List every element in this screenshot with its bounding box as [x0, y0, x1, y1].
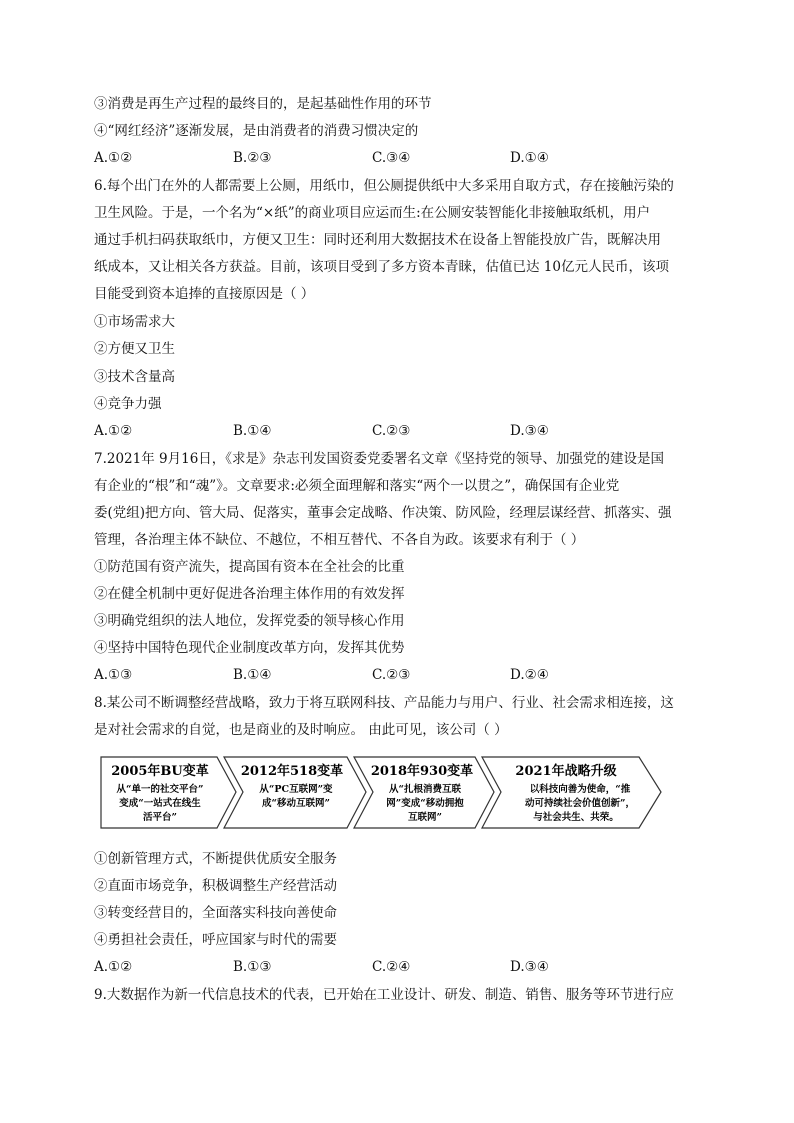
- q8-option-1: ①创新管理方式，不断提供优质安全服务: [94, 851, 337, 867]
- q7-choice-b[interactable]: B.①④: [233, 667, 272, 683]
- q5-option-4: ④“网红经济”逐渐发展，是由消费者的消费习惯决定的: [94, 123, 419, 139]
- flow-stage-4-text: 与社会共生、共荣。: [533, 812, 619, 823]
- q8-stem-line: 是对社会需求的自觉，也是商业的及时响应。 由此可见，该公司（ ）: [94, 722, 508, 738]
- q6-choice-a[interactable]: A.①②: [94, 423, 133, 439]
- flow-stage-2-title: 2012年518变革: [240, 764, 344, 779]
- flow-stage-4-title: 2021年战略升级: [515, 764, 617, 779]
- q8-choices: [94, 957, 714, 977]
- q6-stem-line: 6.每个出门在外的人都需要上公厕，用纸巾，但公厕提供纸中大多采用自取方式，存在接触污染的: [94, 178, 674, 194]
- q6-option-1: ①市场需求大: [94, 314, 175, 330]
- strategy-flow-diagram: [0, 750, 794, 840]
- q7-choice-a[interactable]: A.①③: [94, 667, 133, 683]
- q6-choice-b[interactable]: B.①④: [233, 423, 272, 439]
- q5-choice-b[interactable]: B.②③: [233, 150, 272, 166]
- q8-stem-line: 8.某公司不断调整经营战略，致力于将互联网科技、产品能力与用户、行业、社会需求相连接，这: [94, 695, 674, 711]
- flow-stage-2-text: 从“PC互联网”变: [259, 784, 333, 795]
- flow-stage-1-text: 活平台”: [143, 812, 177, 823]
- q7-option-4: ④坚持中国特色现代企业制度改革方向，发挥其优势: [94, 640, 405, 656]
- q6-stem-line: 通过手机扫码获取纸巾，方便又卫生：同时还利用大数据技术在设备上智能投放广告，既解决用: [94, 232, 661, 248]
- q8-choice-a[interactable]: A.①②: [94, 959, 133, 975]
- flow-stage-2-text: 成“移动互联网”: [262, 798, 330, 809]
- flow-stage-4-text: 以科技向善为使命，“推: [529, 784, 631, 795]
- q8-choice-d[interactable]: D.③④: [510, 959, 549, 975]
- q6-choice-d[interactable]: D.③④: [510, 423, 549, 439]
- q8-choice-b[interactable]: B.①③: [233, 959, 272, 975]
- q6-stem-line: 纸成本，又让相关各方获益。目前，该项目受到了多方资本青睐，估值已达 10亿元人民币，该项: [94, 259, 669, 275]
- q6-option-2: ②方便又卫生: [94, 341, 175, 357]
- q7-stem-line: 管理，各治理主体不缺位、不越位，不相互替代、不各自为政。该要求有利于（ ）: [94, 532, 585, 548]
- q7-stem-line: 有企业的“根”和“魂”》。文章要求:必须全面理解和落实“两个一以贯之”，确保国有企业党: [94, 478, 620, 494]
- q5-choice-a[interactable]: A.①②: [94, 150, 133, 166]
- q6-stem-line: 目能受到资本追捧的直接原因是（ ）: [94, 286, 315, 302]
- q7-stem-line: 7.2021年 9月16日，《求是》杂志刊发国资委党委署名文章《坚持党的领导、加强党的建设是国: [94, 451, 665, 467]
- q6-choices: [94, 421, 714, 441]
- flow-stage-4-text: 动可持续社会价值创新”，: [525, 798, 635, 809]
- q5-option-3: ③消费是再生产过程的最终目的，是起基础性作用的环节: [94, 96, 432, 112]
- flow-stage-3-title: 2018年930变革: [370, 764, 474, 779]
- q7-choice-c[interactable]: C.②③: [372, 667, 411, 683]
- q8-option-2: ②直面市场竞争，积极调整生产经营活动: [94, 878, 337, 894]
- flow-stage-3-text: 互联网”: [408, 812, 442, 823]
- flow-stage-3-text: 网”变成“移动拥抱: [386, 798, 464, 809]
- q5-choice-d[interactable]: D.①④: [510, 150, 549, 166]
- q7-option-3: ③明确党组织的法人地位，发挥党委的领导核心作用: [94, 613, 405, 629]
- q7-choices: [94, 665, 714, 685]
- q5-choice-c[interactable]: C.③④: [372, 150, 411, 166]
- q7-option-2: ②在健全机制中更好促进各治理主体作用的有效发挥: [94, 586, 405, 602]
- q7-stem-line: 委(党组)把方向、管大局、促落实，董事会定战略、作决策、防风险，经理层谋经营、抓落实、强: [94, 505, 672, 521]
- q9-stem-line: 9.大数据作为新一代信息技术的代表，已开始在工业设计、研发、制造、销售、服务等环节进行应: [94, 987, 674, 1003]
- flow-stage-3-text: 从“扎根消费互联: [389, 784, 461, 795]
- q6-option-3: ③技术含量高: [94, 369, 175, 385]
- q6-option-4: ④竞争力强: [94, 396, 162, 412]
- q7-choice-d[interactable]: D.②④: [510, 667, 549, 683]
- q7-option-1: ①防范国有资产流失，提高国有资本在全社会的比重: [94, 559, 405, 575]
- flow-stage-1-text: 变成“一站式在线生: [119, 798, 201, 809]
- q8-option-3: ③转变经营目的，全面落实科技向善使命: [94, 905, 337, 921]
- q6-stem-line: 卫生风险。于是，一个名为“×纸”的商业项目应运而生:在公厕安装智能化非接触取纸机，用户: [94, 205, 651, 221]
- flow-stage-1-title: 2005年BU变革: [111, 764, 209, 779]
- q5-choices: [94, 148, 714, 168]
- q8-option-4: ④勇担社会责任，呼应国家与时代的需要: [94, 932, 337, 948]
- q8-choice-c[interactable]: C.②④: [372, 959, 411, 975]
- q6-choice-c[interactable]: C.②③: [372, 423, 411, 439]
- flow-stage-1-text: 从“单一的社交平台”: [116, 784, 204, 795]
